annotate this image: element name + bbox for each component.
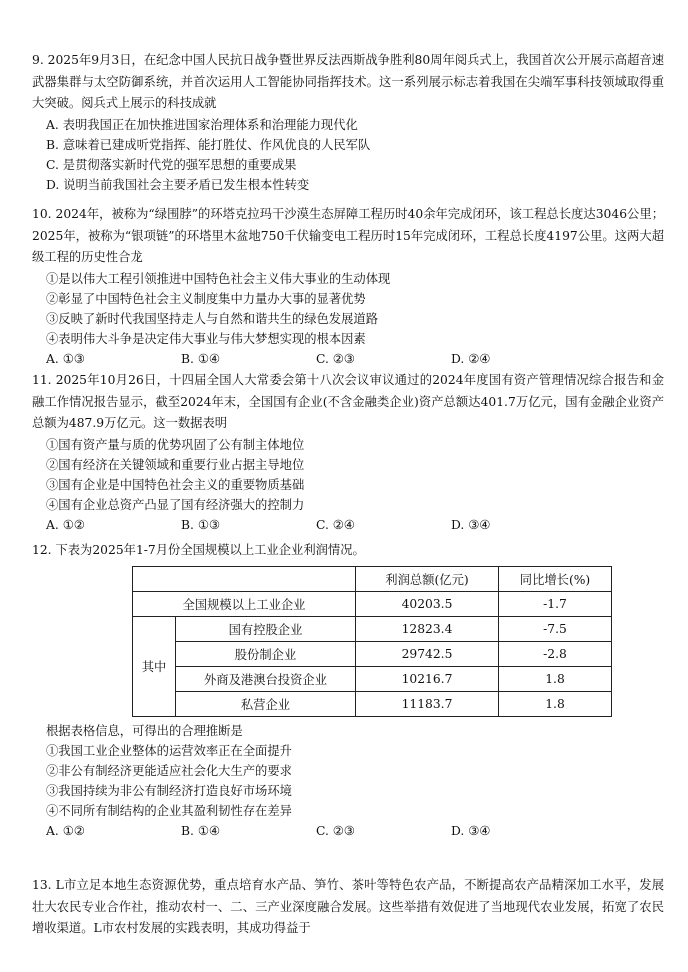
question-12-statement-2: ②非公有制经济更能适应社会化大生产的要求 <box>46 763 292 778</box>
table-cell-profit: 10216.7 <box>356 666 499 691</box>
profit-table <box>132 566 612 717</box>
question-11-choice-a: A. ①② <box>46 517 85 532</box>
question-11-choice-c: C. ②④ <box>316 517 355 532</box>
question-13 <box>32 875 664 940</box>
table-header-growth: 同比增长(%) <box>499 566 612 591</box>
question-9 <box>32 50 664 195</box>
question-10-choice-c: C. ②③ <box>316 351 355 366</box>
question-11-statement-4: ④国有企业总资产凸显了国有经济强大的控制力 <box>46 497 305 512</box>
question-12-statement-4: ④不同所有制结构的企业其盈利韧性存在差异 <box>46 803 292 818</box>
question-12-choice-b: B. ①④ <box>181 823 220 838</box>
table-cell-profit: 29742.5 <box>356 641 499 666</box>
question-10-statement-3: ③反映了新时代我国坚持走人与自然和谐共生的绿色发展道路 <box>46 311 379 326</box>
question-10-choices <box>32 349 664 369</box>
question-11 <box>32 370 664 535</box>
question-11-statement-2: ②国有经济在关键领域和重要行业占据主导地位 <box>46 457 305 472</box>
question-9-option-d: D. 说明当前我国社会主要矛盾已发生根本性转变 <box>46 177 310 192</box>
question-10-stem: 10. 2024年，被称为“绿围脖”的环塔克拉玛干沙漠生态屏障工程历时40余年完成闭环，该工程总长度达3046公里；2025年，被称为“银项链”的环塔里木盆地750千伏输变电工程历时15年完成闭环，工程总长度4197公里。这两大超级工程的历史性合龙 <box>32 207 664 264</box>
question-10 <box>32 204 664 369</box>
question-9-option-a: A. 表明我国正在加快推进国家治理体系和治理能力现代化 <box>46 117 358 132</box>
question-10-statement-4: ④表明伟大斗争是决定伟大事业与伟大梦想实现的根本因素 <box>46 331 366 346</box>
question-10-choice-d: D. ②④ <box>451 351 491 366</box>
question-12-choice-a: A. ①② <box>46 823 85 838</box>
table-cell-profit: 11183.7 <box>356 691 499 716</box>
table-header-blank <box>133 566 356 591</box>
question-10-choice-a: A. ①③ <box>46 351 85 366</box>
table-row <box>133 641 612 666</box>
table-header-profit: 利润总额(亿元) <box>356 566 499 591</box>
question-9-option-b: B. 意味着已建成听党指挥、能打胜仗、作风优良的人民军队 <box>46 137 371 152</box>
question-11-statement-3: ③国有企业是中国特色社会主义的重要物质基础 <box>46 477 305 492</box>
table-total-label: 全国规模以上工业企业 <box>133 591 356 616</box>
question-11-choice-b: B. ①③ <box>181 517 220 532</box>
table-cell-growth: 1.8 <box>499 691 612 716</box>
question-12-lead: 根据表格信息，可得出的合理推断是 <box>46 723 243 738</box>
question-12 <box>32 540 664 841</box>
table-cell-profit: 12823.4 <box>356 616 499 641</box>
table-total-growth: -1.7 <box>499 591 612 616</box>
question-9-option-c: C. 是贯彻落实新时代党的强军思想的重要成果 <box>46 157 297 172</box>
question-10-statement-2: ②彰显了中国特色社会主义制度集中力量办大事的显著优势 <box>46 291 366 306</box>
table-row <box>133 691 612 716</box>
question-10-statement-1: ①是以伟大工程引领推进中国特色社会主义伟大事业的生动体现 <box>46 271 391 286</box>
question-11-stem: 11. 2025年10月26日，十四届全国人大常委会第十八次会议审议通过的2024年度国有资产管理情况综合报告和金融工作情况报告显示，截至2024年末，全国国有企业(不含金融类企业)资产总额达401.7万亿元，国有金融企业资产总额为487.9万亿元。这一数据表明 <box>32 373 664 430</box>
question-13-stem: 13. L市立足本地生态资源优势，重点培育水产品、笋竹、茶叶等特色农产品，不断提高农产品精深加工水平，发展壮大农民专业合作社，推动农村一、二、三产业深度融合发展。这些举措有效促进了当地现代农业发展，拓宽了农民增收渠道。L市农村发展的实践表明，其成功得益于 <box>32 878 664 935</box>
question-9-stem: 9. 2025年9月3日，在纪念中国人民抗日战争暨世界反法西斯战争胜利80周年阅兵式上，我国首次公开展示高超音速武器集群与太空防御系统，并首次运用人工智能协同指挥技术。这一系列展示标志着我国在尖端军事科技领域取得重大突破。阅兵式上展示的科技成就 <box>32 53 664 110</box>
question-12-choice-c: C. ②③ <box>316 823 355 838</box>
question-12-stem: 12. 下表为2025年1-7月份全国规模以上工业企业利润情况。 <box>32 543 365 557</box>
table-cell-growth: 1.8 <box>499 666 612 691</box>
table-group-label: 其中 <box>133 616 176 716</box>
question-12-statement-1: ①我国工业企业整体的运营效率正在全面提升 <box>46 743 292 758</box>
table-row <box>133 616 612 641</box>
question-10-choice-b: B. ①④ <box>181 351 220 366</box>
table-cell-name: 私营企业 <box>176 691 356 716</box>
question-11-choices <box>32 515 664 535</box>
table-header-row <box>133 566 612 591</box>
question-12-statement-3: ③我国持续为非公有制经济打造良好市场环境 <box>46 783 292 798</box>
question-11-choice-d: D. ③④ <box>451 517 491 532</box>
table-cell-growth: -2.8 <box>499 641 612 666</box>
question-11-statement-1: ①国有资产量与质的优势巩固了公有制主体地位 <box>46 437 305 452</box>
table-cell-growth: -7.5 <box>499 616 612 641</box>
table-total-profit: 40203.5 <box>356 591 499 616</box>
table-row <box>133 666 612 691</box>
table-cell-name: 外商及港澳台投资企业 <box>176 666 356 691</box>
question-12-choices <box>32 821 664 841</box>
question-12-choice-d: D. ③④ <box>451 823 491 838</box>
table-cell-name: 国有控股企业 <box>176 616 356 641</box>
table-row <box>133 591 612 616</box>
table-cell-name: 股份制企业 <box>176 641 356 666</box>
